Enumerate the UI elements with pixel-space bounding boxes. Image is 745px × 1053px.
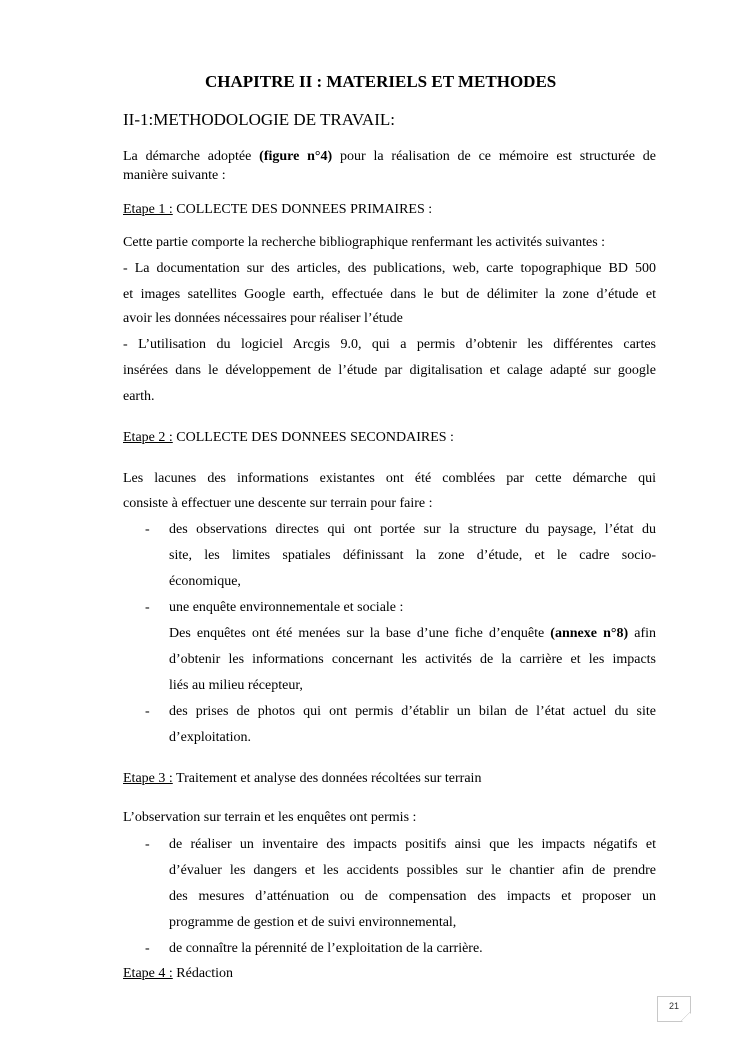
etape-1-line: - L’utilisation du logiciel Arcgis 9.0, qui a permis d’obtenir les différentes cartes (123, 337, 656, 352)
etape-2-bullet-1-line: économique, (169, 574, 241, 589)
etape-1-line: earth. (123, 389, 155, 404)
figure-reference: (figure n°4) (259, 149, 333, 164)
etape-3-bullet-1-line: de réaliser un inventaire des impacts positifs ainsi que les impacts négatifs et (169, 837, 656, 852)
etape-2-bullet-3-line: des prises de photos qui ont permis d’établir un bilan de l’état actuel du site (169, 704, 656, 719)
etape-4-heading: Etape 4 : Rédaction (123, 966, 234, 981)
etape-1-line: et images satellites Google earth, effectuée dans le but de délimiter la zone d’étude et (123, 287, 656, 302)
etape-3-heading: Etape 3 : Traitement et analyse des données récoltées sur terrain (123, 771, 482, 786)
etape-1-line: avoir les données nécessaires pour réaliser l’étude (123, 311, 403, 326)
etape-1-intro: Cette partie comporte la recherche bibliographique renfermant les activités suivantes : (123, 235, 606, 250)
etape-1-label: Etape 1 : (123, 202, 173, 217)
etape-2-intro-line: consiste à effectuer une descente sur terrain pour faire : (123, 496, 433, 511)
etape-2-bullet-2-line: d’obtenir les informations concernant les activités de la carrière et les impacts (169, 652, 656, 667)
etape-3-label: Etape 3 : (123, 771, 173, 786)
etape-2-bullet-2-line: Des enquêtes ont été menées sur la base d’une fiche d’enquête (annexe n°8) afin (169, 626, 657, 641)
etape-3-intro: L’observation sur terrain et les enquêtes ont permis : (123, 810, 417, 825)
etape-2-intro-line: Les lacunes des informations existantes ont été comblées par cette démarche qui (123, 471, 656, 486)
etape-3-bullet-1-line: programme de gestion et de suivi environnemental, (169, 915, 457, 930)
etape-2-bullet-3-line: d’exploitation. (169, 730, 252, 745)
page-number-box (657, 996, 691, 1022)
etape-2-label: Etape 2 : (123, 430, 173, 445)
etape-4-label: Etape 4 : (123, 966, 173, 981)
etape-2-bullet-2-title: une enquête environnementale et sociale : (169, 600, 404, 615)
intro-line-2: manière suivante : (123, 168, 226, 183)
bullet-marker: - (145, 522, 150, 537)
etape-1-line: - La documentation sur des articles, des publications, web, carte topographique BD 500 (123, 261, 656, 276)
bullet-marker: - (145, 704, 150, 719)
etape-3-bullet-2: de connaître la pérennité de l’exploitation de la carrière. (169, 941, 483, 956)
etape-2-bullet-1-line: des observations directes qui ont portée sur la structure du paysage, l’état du (169, 522, 656, 537)
etape-3-bullet-1-line: des mesures d’atténuation ou de compensation des impacts et proposer un (169, 889, 656, 904)
etape-3-bullet-1-line: d’évaluer les dangers et les accidents possibles sur le chantier afin de prendre (169, 863, 656, 878)
bullet-marker: - (145, 600, 150, 615)
page-curl-line (681, 1012, 690, 1021)
etape-1-heading: Etape 1 : COLLECTE DES DONNEES PRIMAIRES : (123, 202, 433, 217)
chapter-title: CHAPITRE II : MATERIELS ET METHODES (205, 72, 557, 91)
page-number: 21 (668, 1001, 679, 1011)
annex-reference: (annexe n°8) (550, 626, 629, 641)
intro-line-1: La démarche adoptée (figure n°4) pour la réalisation de ce mémoire est structurée de (123, 149, 656, 164)
bullet-marker: - (145, 837, 150, 852)
etape-1-line: insérées dans le développement de l’étude par digitalisation et calage adapté sur google (123, 363, 656, 378)
etape-2-heading: Etape 2 : COLLECTE DES DONNEES SECONDAIRES : (123, 430, 454, 445)
bullet-marker: - (145, 941, 150, 956)
etape-2-bullet-2-line: liés au milieu récepteur, (169, 678, 303, 693)
section-title: II-1:METHODOLOGIE DE TRAVAIL: (123, 110, 395, 129)
etape-2-bullet-1-line: site, les limites spatiales définissant la zone d’étude, et le cadre socio- (169, 548, 656, 563)
